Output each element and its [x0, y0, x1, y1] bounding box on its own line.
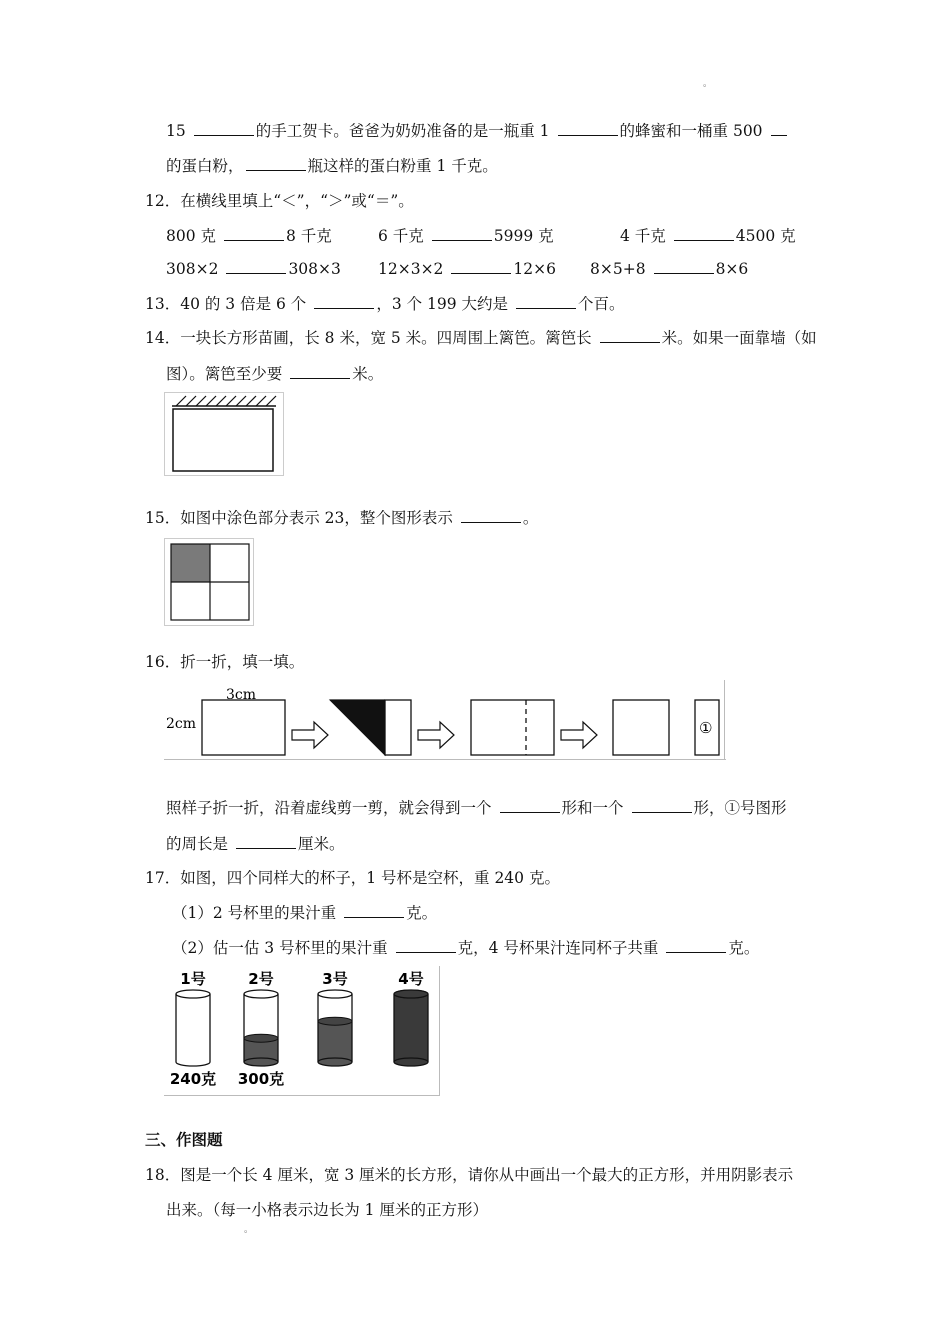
answer-blank[interactable]	[500, 798, 560, 813]
arrow-icon	[561, 722, 597, 748]
q18-line1: 18．图是一个长 4 厘米，宽 3 厘米的长方形，请你从中画出一个最大的正方形，并用阴影表示	[145, 1166, 794, 1184]
juice-fill	[394, 994, 428, 1062]
top-mark: 。	[703, 79, 713, 89]
cup-label: 4号	[398, 970, 424, 988]
q17-part1: （1）2 号杯里的果汁重 克。	[172, 904, 438, 922]
answer-blank[interactable]	[558, 121, 618, 136]
q12-item: 8×5+8 8×6	[590, 260, 749, 278]
answer-blank[interactable]	[396, 938, 456, 953]
answer-blank[interactable]	[516, 294, 576, 309]
answer-blank[interactable]	[432, 226, 492, 241]
answer-blank[interactable]	[451, 259, 511, 274]
answer-blank[interactable]	[194, 121, 254, 136]
q17-title: 17．如图，四个同样大的杯子，1 号杯是空杯，重 240 克。	[145, 869, 560, 887]
answer-blank[interactable]	[771, 121, 787, 136]
answer-blank[interactable]	[246, 156, 306, 171]
arrow-icon	[292, 722, 328, 748]
cup-3	[318, 970, 352, 1066]
q11-line2: 的蛋白粉， 瓶这样的蛋白粉重 1 千克。	[166, 157, 498, 175]
q13: 13．40 的 3 倍是 6 个 ，3 个 199 大约是 个百。	[145, 295, 625, 313]
section-heading: 三、作图题	[145, 1131, 223, 1149]
shaded-grid-figure	[164, 538, 254, 626]
q12-title: 12．在横线里填上“＜”，“＞”或“＝”。	[145, 192, 414, 210]
circled-one-label: ①	[699, 719, 713, 737]
fold-figure	[164, 680, 726, 760]
answer-blank[interactable]	[314, 294, 374, 309]
q12-item: 800 克 8 千克	[166, 227, 332, 245]
answer-blank[interactable]	[654, 259, 714, 274]
q12-item: 308×2 308×3	[166, 260, 341, 278]
cup-2	[238, 970, 284, 1088]
wall-garden-figure	[164, 392, 284, 476]
answer-blank[interactable]	[226, 259, 286, 274]
arrow-icon	[418, 722, 454, 748]
cup-label: 1号	[180, 970, 206, 988]
q15: 15．如图中涂色部分表示 23，整个图形表示 。	[145, 509, 539, 527]
q11-line1: 15 的手工贺卡。爸爸为奶奶准备的是一瓶重 1 的蜂蜜和一桶重 500	[166, 121, 787, 141]
fig-width-label: 3cm	[226, 687, 257, 703]
answer-blank[interactable]	[290, 364, 350, 379]
q17-part2: （2）估一估 3 号杯里的果汁重 克，4 号杯果汁连同杯子共重 克。	[172, 939, 760, 957]
q16-line1: 照样子折一折，沿着虚线剪一剪，就会得到一个 形和一个 形，①号图形	[166, 799, 787, 817]
q16-line2: 的周长是 厘米。	[166, 835, 345, 853]
cup-weight: 240克	[169, 1070, 217, 1088]
cup-label: 3号	[322, 970, 348, 988]
q14-line1: 14．一块长方形苗圃，长 8 米，宽 5 米。四周围上篱笆。篱笆长 米。如果一面靠墙（如	[145, 329, 817, 347]
q18-line2: 出来。（每一小格表示边长为 1 厘米的正方形）	[166, 1201, 488, 1219]
q12-item: 6 千克 5999 克	[378, 227, 554, 245]
cups-figure	[164, 966, 440, 1096]
answer-blank[interactable]	[236, 834, 296, 849]
q14-line2: 图）。篱笆至少要 米。	[166, 365, 384, 383]
answer-blank[interactable]	[224, 226, 284, 241]
answer-blank[interactable]	[632, 798, 692, 813]
cup-weight: 300克	[237, 1070, 285, 1088]
q16-title: 16．折一折，填一填。	[145, 653, 305, 671]
q12-item: 12×3×2 12×6	[378, 260, 556, 278]
bottom-mark: 。	[244, 1225, 254, 1235]
answer-blank[interactable]	[674, 226, 734, 241]
cup-label: 2号	[248, 970, 274, 988]
cup-4	[394, 970, 428, 1066]
answer-blank[interactable]	[344, 903, 404, 918]
answer-blank[interactable]	[461, 508, 521, 523]
fig-height-label: 2cm	[166, 716, 197, 732]
q12-item: 4 千克 4500 克	[620, 227, 796, 245]
answer-blank[interactable]	[600, 328, 660, 343]
cup-1	[170, 970, 216, 1088]
juice-fill	[318, 1021, 352, 1062]
answer-blank[interactable]	[666, 938, 726, 953]
